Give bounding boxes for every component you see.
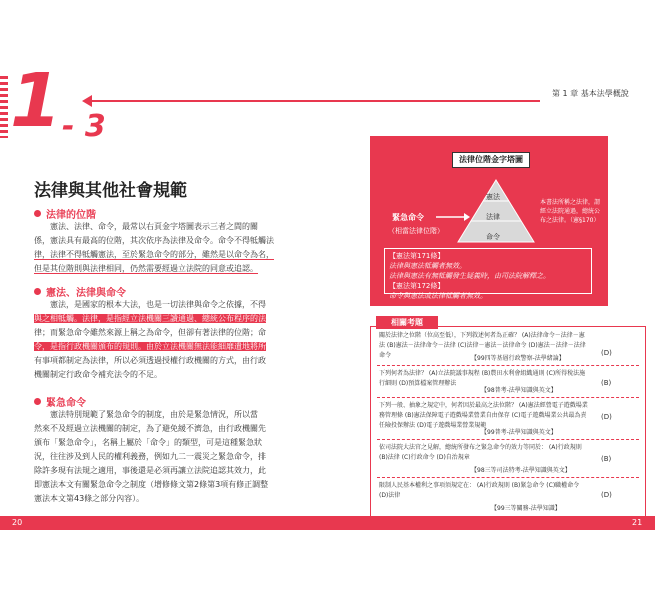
- quote-title: 【憲法第172條】: [389, 282, 445, 290]
- question-source: 【98三等司法特考-法學知識與英文】: [471, 467, 571, 474]
- question-source: 【99四等基層行政警察-法學緒論】: [471, 355, 565, 362]
- running-header: 第 1 章 基本法學概說: [552, 89, 629, 98]
- question-text: 下列何者為法律？ (A)立法院議事規程 (B)農田水利會組織通則 (C)所得稅法施行細則 (D)預算檔案管理辦法: [379, 370, 586, 387]
- question-text: 下列一般、抽象之規定中，何者因於最高之法位階？ (A)憲法經營電子遊戲場業務管理條 (B)憲法保障電子遊戲場業營業自由保存 (C)電子遊戲場業公共最為責任險投保辦法 (D)電子遊戲場業營業規範: [379, 402, 588, 429]
- related-questions-box: [370, 326, 646, 518]
- text-line: 頒布「緊急命令」，名稱上屬於「命令」的類型，可是這種緊急狀: [34, 438, 262, 447]
- quote-title: 【憲法第171條】: [389, 252, 445, 260]
- text-line: 係，憲法具有最高的位階，其次依序為法律及命令。命令不得牴觸法: [34, 236, 274, 245]
- question-answer: (D): [601, 349, 612, 357]
- text-line: 有事項都制定為法律，所以必須透過授權行政機關的方式，由行政: [34, 356, 266, 365]
- question-source: 【98普考-法學知識與英文】: [481, 387, 557, 394]
- text-line: 憲法、法律、命令，最常以右頁金字塔圖表示三者之間的關: [50, 222, 258, 231]
- chapter-subnumber: - 3: [62, 109, 106, 144]
- text-line: 但是其位階則與法律相同，仍然需要經過立法院的同意或追認。: [34, 264, 258, 273]
- text-line: 機關制定行政命令補充法令的不足。: [34, 370, 162, 379]
- divider: [377, 477, 639, 478]
- page-number-right: 21: [632, 518, 643, 527]
- question-source: 【99普考-法學知識與英文】: [481, 429, 557, 436]
- text-line: 況，往往涉及到人民的權利義務，例如九二一震災之緊急命令，排: [34, 452, 266, 461]
- header-rule: [90, 100, 540, 102]
- pyramid-middle: 法律: [486, 213, 500, 221]
- bullet-icon: [34, 398, 41, 405]
- question-text: 限制人民基本權利之事項須規定在： (A)行政規則 (B)緊急命令 (C)職權命令 (D)法律: [379, 482, 580, 499]
- text-line: 除許多現有法規之適用，事後還是必須再讓立法院追認其效力，此: [34, 466, 266, 475]
- bullet-icon: [34, 288, 41, 295]
- section-body-1: [34, 220, 302, 276]
- question-answer: (B): [601, 455, 612, 463]
- divider: [377, 439, 639, 440]
- divider: [377, 397, 639, 398]
- section-body-2: [34, 298, 302, 382]
- text-line: 然來不及經過立法機關的制定，為了避免緩不濟急，由行政機關先: [34, 424, 266, 433]
- text-line: 憲法特別規範了緊急命令的制度，由於是緊急情況，所以當: [50, 410, 258, 419]
- related-questions-tab: 相關考題: [376, 316, 438, 329]
- text-line: 律，法律不得牴觸憲法，至於緊急命令的部分，雖然是以命令為名，: [34, 250, 274, 259]
- page-title: 法律與其他社會規範: [34, 181, 187, 201]
- question-answer: (D): [601, 413, 612, 421]
- text-line: 令，是指行政機關頒布的規則。由於立法機關無法能細靡遺地將所: [34, 342, 266, 351]
- text-line: 憲法，是國家的根本大法，也是一切法律與命令之依據，不得: [50, 300, 266, 309]
- constitution-quotes: [384, 248, 592, 300]
- section-heading-1: 法律的位階: [34, 206, 96, 221]
- pyramid-title: 法律位階金字塔圖: [452, 152, 530, 168]
- law-definition-note: 本書法所稱之法律，謂經立法院通過，總統公布之法律。（憲§170）: [540, 199, 601, 224]
- text-line: 律；而緊急命令雖然來源上稱之為命令，但卻有著法律的位階；命: [34, 328, 266, 337]
- divider: [377, 365, 639, 366]
- chapter-stripe: [0, 76, 8, 138]
- bullet-icon: [34, 210, 41, 217]
- question-text: 依司法院大法官之見解，總統所發布之緊急命令的效力等同於： (A)行政規則 (B)法律 (C)行政命令 (D)自治規章: [379, 444, 582, 461]
- question-text: 關於法律之位階（位高至低），下列敘述何者為正確？ (A)法律命令－法律－憲法 (B)憲法－法律命令－法律 (C)法律－憲法－法律命令 (D)憲法－法律－法律命令: [379, 332, 586, 359]
- emergency-order-note: （相當法律位階）: [388, 227, 444, 235]
- text-line: 與之相牴觸。法律，是指經立法機關三讀通過、總統公布程序的法: [34, 314, 266, 323]
- text-line: 即憲法本文有關緊急命令之制度（增修條文第2條第3項有修正調整: [34, 480, 269, 489]
- question-source: 【99三等關務-法學知識】: [491, 505, 561, 512]
- text-line: 憲法本文第43條之部分內容）。: [34, 494, 145, 503]
- question-answer: (D): [601, 491, 612, 499]
- quote-line: 命令與憲法或法律牴觸者無效。: [389, 292, 487, 300]
- arrow-right-icon: [436, 212, 470, 222]
- pyramid-top: 憲法: [486, 193, 500, 201]
- section-heading-2: 憲法、法律與命令: [34, 284, 126, 299]
- chapter-number: 1: [10, 58, 60, 144]
- pyramid-bottom: 命令: [486, 233, 500, 241]
- page-number-left: 20: [12, 518, 23, 527]
- question-answer: (B): [601, 379, 612, 387]
- quote-line: 法律與憲法牴觸者無效。: [389, 262, 466, 270]
- page-footer-bar: [0, 516, 655, 530]
- section-heading-3: 緊急命令: [34, 394, 86, 409]
- emergency-order-label: 緊急命令: [392, 213, 424, 222]
- quote-line: 法律與憲法有無牴觸發生疑義時，由司法院解釋之。: [389, 272, 550, 280]
- section-body-3: [34, 408, 302, 506]
